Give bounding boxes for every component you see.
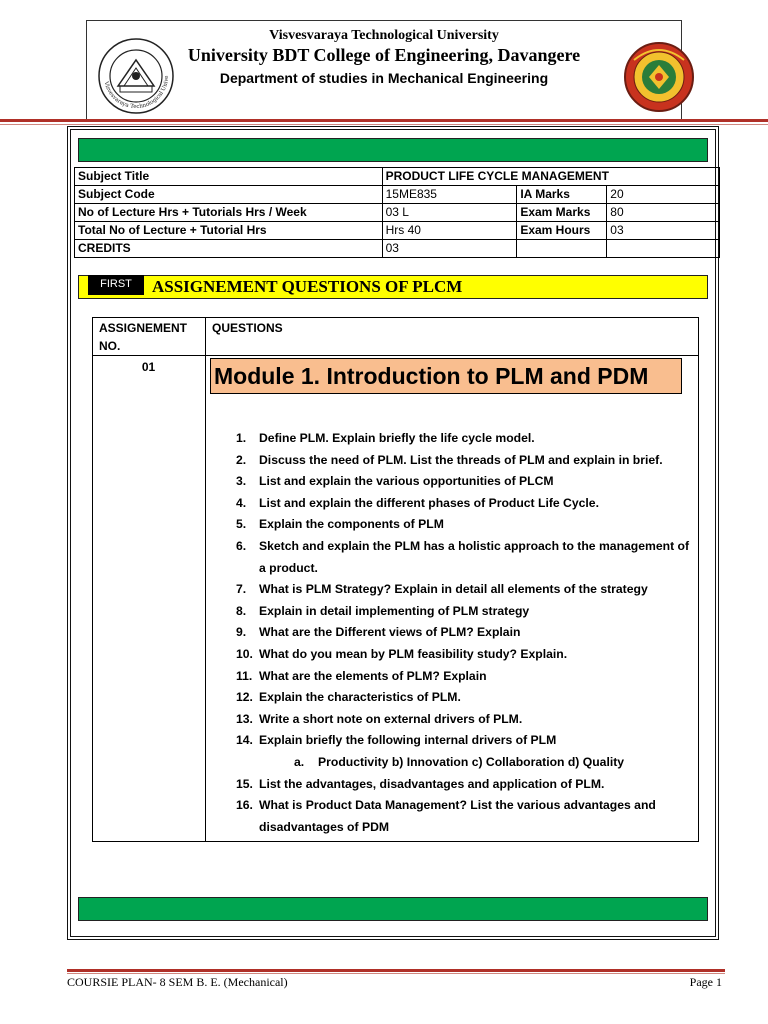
list-item (236, 795, 696, 838)
credits-label: CREDITS (75, 240, 383, 258)
question-number: 8. (236, 603, 247, 618)
subject-title-value: PRODUCT LIFE CYCLE MANAGEMENT (382, 168, 719, 186)
green-banner-top (78, 138, 708, 162)
table-row (75, 240, 720, 258)
assignment-number: 01 (141, 360, 156, 374)
total-hrs-value: Hrs 40 (382, 222, 517, 240)
list-item (236, 428, 696, 450)
sub-item-letter: a. (294, 754, 305, 769)
question-text: Write a short note on external drivers of PLM. (259, 711, 523, 726)
footer-page-number: Page 1 (689, 975, 722, 989)
footer-course-plan: COURSIE PLAN- 8 SEM B. E. (Mechanical) (67, 975, 288, 989)
question-text: List the advantages, disadvantages and application of PLM. (259, 776, 605, 791)
footer-rule-thin (67, 973, 725, 974)
question-number: 5. (236, 517, 247, 532)
credits-value: 03 (382, 240, 517, 258)
question-number: 15. (236, 776, 253, 791)
list-item (236, 601, 696, 623)
list-item (236, 579, 696, 601)
department-name: Department of studies in Mechanical Engineering (219, 70, 549, 86)
list-item (236, 709, 696, 731)
list-item (236, 774, 696, 796)
svg-text:Visvesvaraya Technological Uni: Visvesvaraya Technological Unive (102, 75, 171, 111)
question-number: 16. (236, 798, 253, 813)
module-title: Module 1. Introduction to PLM and PDM (214, 363, 649, 389)
lecture-hrs-label: No of Lecture Hrs + Tutorials Hrs / Week (75, 204, 383, 222)
vtu-seal-icon (96, 36, 176, 116)
list-item (236, 666, 696, 688)
table-row (75, 186, 720, 204)
question-text: Explain the characteristics of PLM. (259, 690, 461, 705)
question-number: 9. (236, 625, 247, 640)
questions-header: QUESTIONS (212, 321, 283, 335)
table-row (75, 204, 720, 222)
empty-cell (607, 240, 720, 258)
question-text: Explain in detail implementing of PLM strategy (259, 603, 530, 618)
total-hrs-label: Total No of Lecture + Tutorial Hrs (75, 222, 383, 240)
question-number: 1. (236, 431, 247, 445)
question-text: What do you mean by PLM feasibility study? Explain. (259, 646, 568, 661)
exam-marks-value: 80 (607, 204, 720, 222)
assignment-title: ASSIGNEMENT QUESTIONS OF PLCM (152, 277, 463, 296)
question-text: Sketch and explain the PLM has a holistic approach to the management of a product. (259, 538, 690, 575)
question-text: What are the Different views of PLM? Explain (259, 625, 521, 640)
exam-hours-label: Exam Hours (517, 222, 607, 240)
question-text: What are the elements of PLM? Explain (259, 668, 487, 683)
question-text: Discuss the need of PLM. List the threads of PLM and explain in brief. (259, 452, 663, 467)
list-item (236, 493, 696, 515)
question-text: List and explain the different phases of Product Life Cycle. (259, 495, 599, 510)
subject-code-label: Subject Code (75, 186, 383, 204)
list-item (236, 514, 696, 536)
question-text: List and explain the various opportunities of PLCM (259, 474, 554, 489)
list-item (236, 450, 696, 472)
first-tag: FIRST (88, 275, 144, 295)
table-row (75, 168, 720, 186)
question-number: 3. (236, 474, 247, 489)
list-item (236, 730, 696, 752)
ia-marks-label: IA Marks (517, 186, 607, 204)
sub-item-text: Productivity b) Innovation c) Collaboration d) Quality (318, 754, 625, 769)
question-number: 4. (236, 495, 247, 510)
header-rule-thin (0, 124, 768, 125)
list-item (236, 687, 696, 709)
header-divider (92, 355, 699, 356)
exam-hours-value: 03 (607, 222, 720, 240)
college-emblem-icon (622, 40, 696, 114)
question-list (236, 428, 696, 838)
question-text: What is Product Data Management? List the various advantages and disadvantages of PDM (259, 798, 656, 834)
empty-cell (517, 240, 607, 258)
question-number: 13. (236, 711, 253, 726)
question-text: Define PLM. Explain briefly the life cycle model. (259, 431, 535, 445)
lecture-hrs-value: 03 L (382, 204, 517, 222)
list-item (236, 622, 696, 644)
question-number: 6. (236, 538, 247, 553)
subject-details-table (74, 167, 720, 258)
list-item (236, 536, 696, 579)
list-item (236, 644, 696, 666)
question-number: 12. (236, 690, 253, 705)
subject-title-label: Subject Title (75, 168, 383, 186)
question-text: What is PLM Strategy? Explain in detail all elements of the strategy (259, 582, 648, 597)
subject-code-value: 15ME835 (382, 186, 517, 204)
list-item (236, 471, 696, 493)
assignment-no-header: ASSIGNEMENT NO. (99, 321, 188, 353)
header-rule (0, 119, 768, 122)
university-name: Visvesvaraya Technological University (269, 28, 499, 43)
footer-rule (67, 969, 725, 972)
question-number: 7. (236, 582, 247, 597)
question-number: 2. (236, 452, 247, 467)
question-number: 14. (236, 733, 253, 748)
list-sub-item (236, 752, 696, 774)
green-banner-bottom (78, 897, 708, 921)
exam-marks-label: Exam Marks (517, 204, 607, 222)
column-divider (205, 317, 206, 842)
table-row (75, 222, 720, 240)
question-number: 10. (236, 646, 253, 661)
college-name: University BDT College of Engineering, Davangere (187, 45, 581, 65)
question-text: Explain briefly the following internal drivers of PLM (259, 733, 557, 748)
question-number: 11. (236, 668, 253, 683)
ia-marks-value: 20 (607, 186, 720, 204)
question-text: Explain the components of PLM (259, 517, 444, 532)
